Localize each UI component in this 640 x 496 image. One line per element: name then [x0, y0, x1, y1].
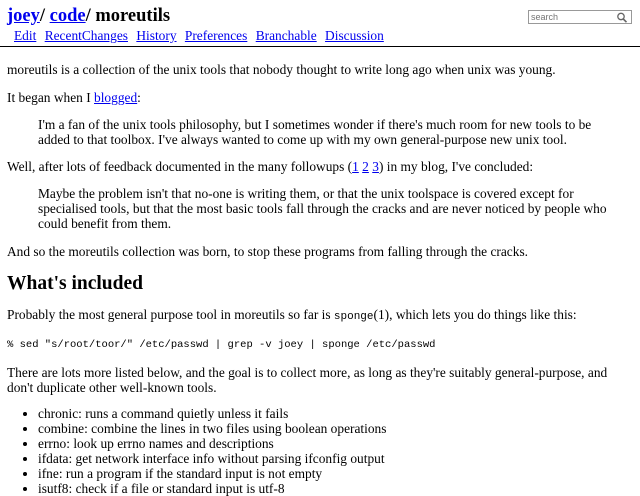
began-text: It began when I [7, 90, 95, 105]
sponge-text: Probably the most general purpose tool in moreutils so far is [7, 307, 334, 322]
followup-link-1[interactable]: 1 [352, 159, 359, 174]
followup-link-3[interactable]: 3 [372, 159, 379, 174]
born-paragraph: And so the moreutils collection was born, to stop these programs from falling through the cracks. [7, 244, 529, 259]
tools-list [7, 406, 633, 496]
began-paragraph [7, 90, 633, 105]
intro-paragraph: moreutils is a collection of the unix tools that nobody thought to write long ago when unix was young. [7, 62, 556, 77]
search-box [528, 10, 632, 24]
quote-toolbox: I'm a fan of the unix tools philosophy, but I sometimes wonder if there's much room for new tools to be added to that toolbox. I've always wanted to come up with my own general-purpose new unix tool. [38, 117, 592, 147]
list-item: • combine: combine the lines in two files using boolean operations [38, 421, 633, 436]
followup-link-2[interactable]: 2 [362, 159, 369, 174]
quote-cracks: Maybe the problem isn't that no-one is writing them, or that the unix toolspace is covered except for specialised tools, but that the most basic tools fall through the cracks and are never noticed by people who could benefit from them. [38, 186, 607, 231]
feedback-suffix: ) in my blog, I've concluded: [378, 159, 534, 174]
more-paragraph: There are lots more listed below, and the goal is to collect more, as long as they're suitably general-purpose, and don't duplicate other well-known tools. [7, 365, 608, 395]
recent-changes-link[interactable]: RecentChanges [44, 28, 128, 43]
edit-link[interactable]: Edit [14, 28, 37, 43]
history-link[interactable]: History [136, 28, 177, 43]
section-heading: What's included [7, 273, 143, 294]
sponge-paragraph [7, 307, 633, 325]
list-item: • isutf8: check if a file or standard input is utf-8 [38, 481, 633, 496]
breadcrumb-separator: / [85, 6, 91, 26]
breadcrumb-separator: / [39, 6, 46, 26]
sponge-suffix: (1), which lets you do things like this: [373, 307, 577, 322]
page-title: moreutils [95, 6, 171, 26]
list-item: • ifne: run a program if the standard input is not empty [38, 466, 633, 481]
list-item: • chronic: runs a command quietly unless it fails [38, 406, 633, 421]
example-command: % sed "s/root/toor/" /etc/passwd | grep -v joey | sponge /etc/passwd [7, 339, 436, 351]
feedback-text: Well, after lots of feedback documented in the many followups ( [7, 159, 353, 174]
page-content [0, 62, 640, 496]
preferences-link[interactable]: Preferences [184, 28, 248, 43]
list-item: • ifdata: get network interface info without parsing ifconfig output [38, 451, 633, 466]
page-header [0, 0, 640, 47]
began-suffix: : [137, 90, 141, 105]
branchable-link[interactable]: Branchable [255, 28, 317, 43]
feedback-paragraph [7, 159, 633, 174]
blogged-link[interactable]: blogged [94, 90, 138, 105]
list-item: • errno: look up errno names and descriptions [38, 436, 633, 451]
breadcrumb-link-code[interactable]: code [49, 6, 86, 26]
page-title-breadcrumb [7, 5, 170, 27]
sponge-code: sponge [333, 311, 374, 323]
magnifier-icon[interactable] [616, 12, 628, 23]
search-input[interactable] [529, 11, 615, 23]
page-actions [14, 28, 389, 44]
breadcrumb-link-joey[interactable]: joey [7, 6, 40, 26]
discussion-link[interactable]: Discussion [325, 28, 384, 43]
